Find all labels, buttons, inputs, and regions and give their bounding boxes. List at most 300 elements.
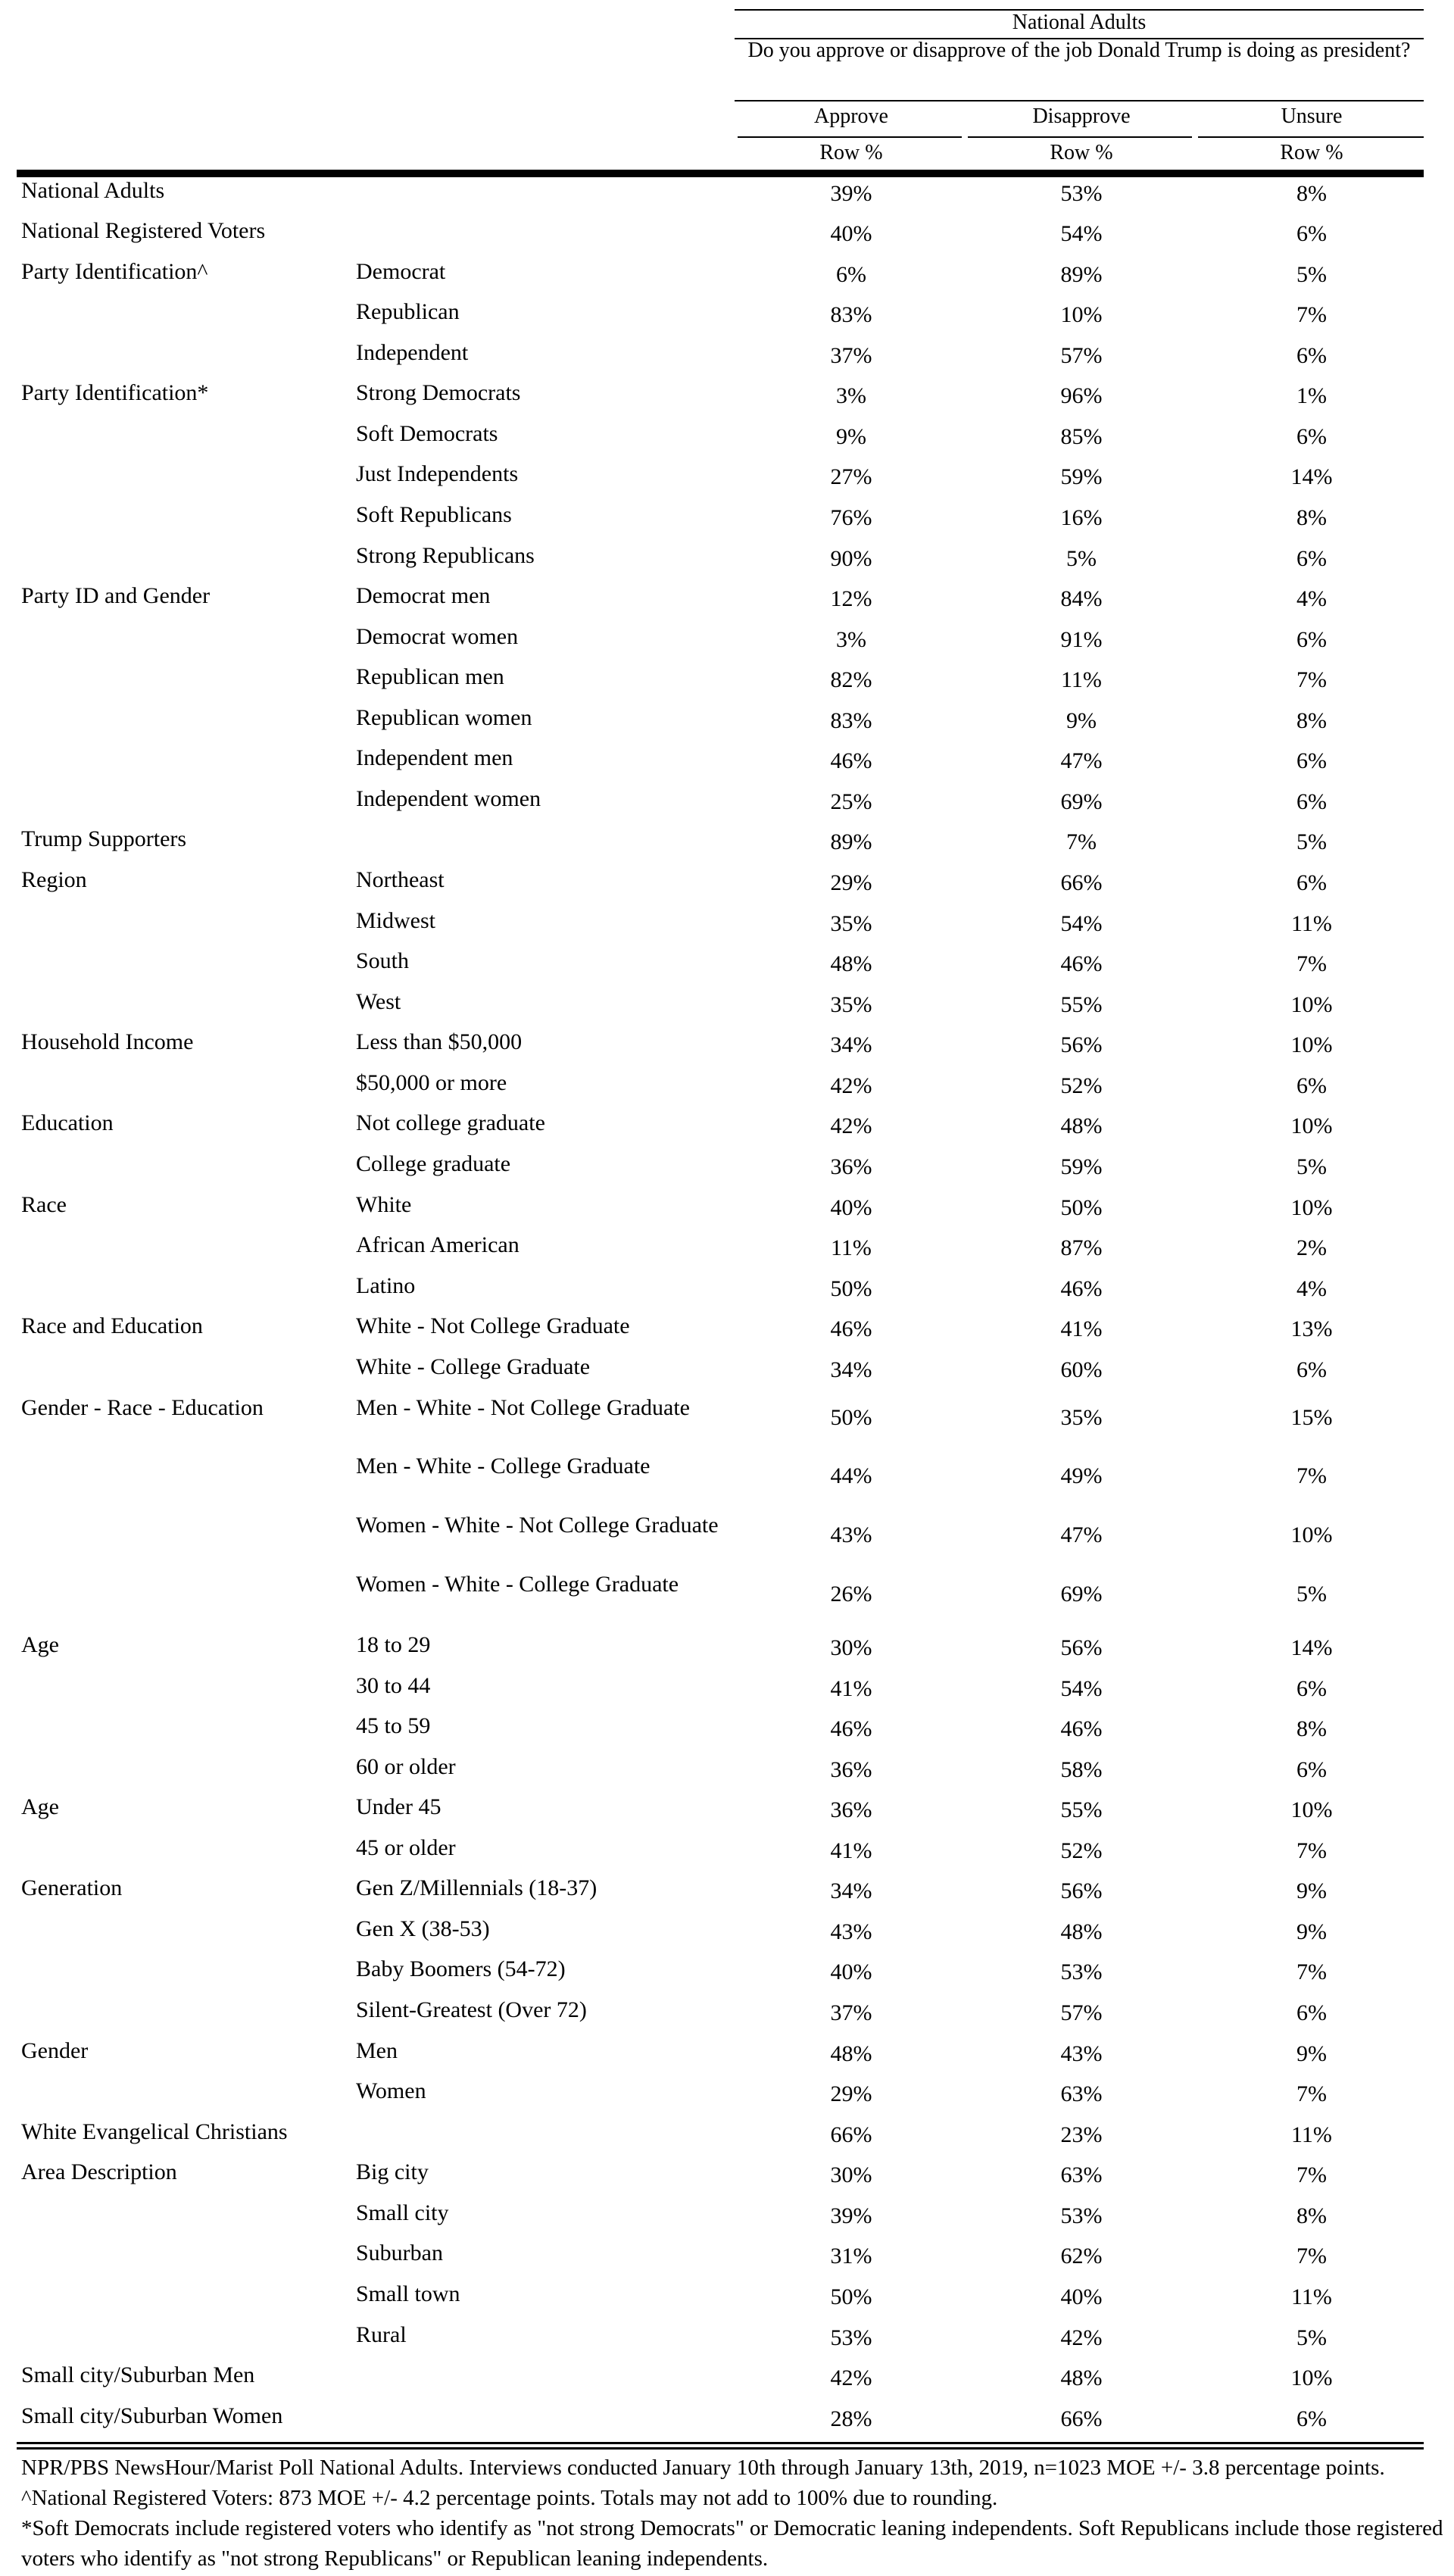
table-row [0,946,1454,986]
row-subgroup-label: Silent-Greatest (Over 72) [356,1997,587,2022]
row-category-label: Gender - Race - Education [21,1395,264,1420]
cell-approve: 48% [830,2041,872,2066]
table-row [0,2360,1454,2400]
cell-unsure: 7% [1296,2243,1327,2268]
row-subgroup-label: 30 to 44 [356,1673,431,1698]
row-subgroup-label: Men [356,2038,398,2063]
footnote-methodology: NPR/PBS NewsHour/Marist Poll National Adults. Interviews conducted January 10th through January 13th, 2019, n=1023 MOE +/- 3.8 percentage points. [21,2456,1385,2480]
row-subgroup-label: Baby Boomers (54-72) [356,1956,566,1981]
cell-unsure: 6% [1296,2406,1327,2431]
row-subgroup-label: Independent women [356,786,541,811]
row-category-label: Age [21,1632,59,1657]
cell-unsure: 5% [1296,1582,1327,1606]
row-subgroup-label: White - College Graduate [356,1354,591,1379]
cell-unsure: 10% [1290,1522,1333,1547]
cell-approve: 3% [836,383,866,408]
cell-unsure: 6% [1296,870,1327,895]
table-row [0,176,1454,216]
cell-unsure: 6% [1296,1073,1327,1098]
row-subgroup-label: South [356,948,410,973]
cell-unsure: 13% [1290,1316,1333,1341]
table-row [0,987,1454,1027]
cell-approve: 29% [830,870,872,895]
table-row [0,865,1454,905]
cell-disapprove: 11% [1061,667,1102,692]
cell-disapprove: 66% [1060,870,1103,895]
cell-approve: 30% [830,2162,872,2187]
column-header-disapprove: Disapprove [1032,105,1131,128]
cell-unsure: 11% [1291,911,1332,936]
row-subgroup-label: West [356,989,401,1014]
row-category-label: Age [21,1794,59,1819]
cell-disapprove: 55% [1060,992,1103,1017]
cell-disapprove: 16% [1060,505,1103,530]
row-category-label: National Registered Voters [21,218,266,243]
row-subgroup-label: Democrat [356,259,446,284]
bottom-rule-2 [17,2447,1424,2450]
cell-unsure: 6% [1296,343,1327,368]
cell-unsure: 9% [1296,2041,1327,2066]
cell-unsure: 2% [1296,1235,1327,1260]
cell-disapprove: 91% [1060,627,1103,652]
cell-unsure: 6% [1296,1757,1327,1782]
table-row [0,541,1454,581]
cell-disapprove: 85% [1060,424,1103,449]
cell-disapprove: 42% [1060,2325,1103,2350]
cell-approve: 35% [830,911,872,936]
cell-unsure: 11% [1291,2284,1332,2309]
cell-disapprove: 9% [1066,708,1097,733]
cell-approve: 50% [830,1405,872,1430]
cell-unsure: 10% [1290,992,1333,1017]
row-subgroup-label: 18 to 29 [356,1632,431,1657]
bottom-rule-1 [17,2442,1424,2444]
table-row [0,1027,1454,1067]
row-subgroup-label: Latino [356,1273,416,1298]
cell-approve: 66% [830,2122,872,2147]
cell-approve: 11% [831,1235,872,1260]
table-row [0,2238,1454,2278]
row-subgroup-label: White - Not College Graduate [356,1313,630,1338]
row-subgroup-label: Soft Democrats [356,421,498,446]
table-row [0,1068,1454,1108]
cell-disapprove: 40% [1060,2284,1103,2309]
table-row [0,743,1454,783]
cell-approve: 40% [830,1195,872,1220]
cell-disapprove: 55% [1060,1797,1103,1822]
cell-disapprove: 7% [1066,829,1097,854]
cell-disapprove: 52% [1060,1073,1103,1098]
row-subgroup-label: Democrat women [356,624,519,649]
cell-unsure: 6% [1296,1357,1327,1382]
row-subgroup-label: Northeast [356,867,445,892]
cell-disapprove: 56% [1060,1032,1103,1057]
row-subgroup-label: Small town [356,2281,460,2306]
table-row [0,1352,1454,1392]
unit-header-disapprove: Row % [1050,141,1113,164]
table-row [0,1271,1454,1311]
cell-approve: 28% [830,2406,872,2431]
cell-unsure: 8% [1296,505,1327,530]
row-category-label: Gender [21,2038,89,2063]
row-subgroup-label: 45 or older [356,1835,456,1860]
cell-approve: 34% [830,1032,872,1057]
row-subgroup-label: 45 to 59 [356,1713,431,1738]
cell-disapprove: 50% [1060,1195,1103,1220]
row-subgroup-label: Men - White - College Graduate [356,1453,651,1478]
row-subgroup-label: Midwest [356,908,435,933]
table-row [0,784,1454,824]
cell-approve: 46% [830,748,872,773]
cell-approve: 9% [836,424,866,449]
row-subgroup-label: Men - White - Not College Graduate [356,1395,690,1420]
cell-disapprove: 57% [1060,2000,1103,2025]
cell-unsure: 7% [1296,951,1327,976]
row-subgroup-label: College graduate [356,1151,511,1176]
table-row [0,2157,1454,2197]
cell-approve: 26% [830,1582,872,1606]
table-row [0,1792,1454,1832]
table-row [0,216,1454,256]
row-subgroup-label: Strong Democrats [356,380,521,405]
table-row [0,459,1454,499]
cell-disapprove: 10% [1060,302,1103,327]
cell-unsure: 8% [1296,2203,1327,2228]
cell-approve: 42% [830,2365,872,2390]
cell-unsure: 7% [1296,1463,1327,1488]
cell-disapprove: 53% [1060,2203,1103,2228]
cell-approve: 48% [830,951,872,976]
cell-unsure: 14% [1290,1635,1333,1660]
population-header: National Adults [1012,11,1147,34]
cell-approve: 39% [830,2203,872,2228]
cell-unsure: 7% [1296,1838,1327,1863]
cell-unsure: 10% [1290,1113,1333,1138]
cell-unsure: 6% [1296,221,1327,246]
cell-unsure: 8% [1296,708,1327,733]
row-category-label: Household Income [21,1029,194,1054]
cell-unsure: 14% [1290,464,1333,489]
table-row [0,297,1454,337]
cell-unsure: 10% [1290,1032,1333,1057]
row-subgroup-label: Less than $50,000 [356,1029,523,1054]
cell-disapprove: 53% [1060,1959,1103,1984]
row-category-label: Education [21,1110,114,1135]
cell-unsure: 7% [1296,2162,1327,2187]
cell-unsure: 8% [1296,181,1327,206]
row-subgroup-label: Not college graduate [356,1110,545,1135]
cell-disapprove: 58% [1060,1757,1103,1782]
row-subgroup-label: African American [356,1232,520,1257]
row-subgroup-label: Republican men [356,664,504,689]
unit-header-unsure: Row % [1280,141,1343,164]
row-subgroup-label: Strong Republicans [356,543,535,568]
cell-approve: 44% [830,1463,872,1488]
table-row [0,1451,1454,1509]
column-rule-disapprove [968,136,1192,138]
cell-disapprove: 35% [1060,1405,1103,1430]
unit-header-approve: Row % [819,141,883,164]
cell-unsure: 10% [1290,2365,1333,2390]
cell-unsure: 7% [1296,667,1327,692]
table-row [0,2036,1454,2076]
cell-disapprove: 69% [1060,789,1103,814]
cell-unsure: 7% [1296,302,1327,327]
table-row [0,1569,1454,1627]
cell-unsure: 6% [1296,424,1327,449]
row-subgroup-label: Republican women [356,705,532,730]
row-category-label: Party Identification^ [21,259,208,284]
cell-approve: 90% [830,546,872,571]
row-subgroup-label: 60 or older [356,1754,456,1779]
cell-disapprove: 57% [1060,343,1103,368]
row-subgroup-label: Soft Republicans [356,502,512,527]
row-subgroup-label: Women - White - Not College Graduate [356,1513,719,1538]
cell-unsure: 9% [1296,1878,1327,1903]
cell-disapprove: 48% [1060,2365,1103,2390]
cell-unsure: 6% [1296,2000,1327,2025]
column-header-approve: Approve [814,105,888,128]
cell-approve: 46% [830,1716,872,1741]
cell-disapprove: 54% [1060,221,1103,246]
cell-approve: 12% [830,586,872,611]
row-subgroup-label: Under 45 [356,1794,442,1819]
cell-disapprove: 89% [1060,262,1103,287]
cell-unsure: 6% [1296,1676,1327,1701]
cell-unsure: 7% [1296,1959,1327,1984]
cell-unsure: 11% [1291,2122,1332,2147]
cell-disapprove: 41% [1060,1316,1103,1341]
table-row [0,1873,1454,1913]
row-category-label: Small city/Suburban Men [21,2362,255,2387]
footnote-registered-voters: ^National Registered Voters: 873 MOE +/- 4.2 percentage points. Totals may not add to 100% due to rounding. [21,2486,998,2510]
cell-approve: 39% [830,181,872,206]
cell-disapprove: 87% [1060,1235,1103,1260]
cell-approve: 50% [830,2284,872,2309]
cell-disapprove: 48% [1060,1113,1103,1138]
table-row [0,1954,1454,1994]
cell-unsure: 8% [1296,1716,1327,1741]
cell-approve: 27% [830,464,872,489]
row-subgroup-label: Small city [356,2200,449,2225]
row-subgroup-label: Democrat men [356,583,491,608]
cell-approve: 31% [830,2243,872,2268]
cell-unsure: 10% [1290,1797,1333,1822]
row-subgroup-label: Independent men [356,745,513,770]
cell-unsure: 6% [1296,546,1327,571]
cell-unsure: 10% [1290,1195,1333,1220]
cell-disapprove: 48% [1060,1919,1103,1944]
row-category-label: Party Identification* [21,380,209,405]
row-subgroup-label: White [356,1192,412,1217]
cell-approve: 34% [830,1878,872,1903]
cell-approve: 50% [830,1276,872,1301]
cell-unsure: 5% [1296,262,1327,287]
cell-approve: 40% [830,1959,872,1984]
table-row [0,1393,1454,1450]
cell-approve: 89% [830,829,872,854]
table-row [0,1752,1454,1792]
table-row [0,703,1454,743]
cell-unsure: 6% [1296,789,1327,814]
table-row [0,1311,1454,1351]
cell-approve: 30% [830,1635,872,1660]
cell-approve: 6% [836,262,866,287]
row-category-label: Generation [21,1875,123,1900]
cell-disapprove: 54% [1060,1676,1103,1701]
row-subgroup-label: Rural [356,2322,407,2347]
row-subgroup-label: Gen X (38-53) [356,1916,490,1941]
cell-disapprove: 54% [1060,911,1103,936]
table-row [0,1914,1454,1954]
table-row [0,2279,1454,2319]
table-row [0,662,1454,702]
cell-unsure: 1% [1296,383,1327,408]
row-subgroup-label: Independent [356,340,469,365]
cell-approve: 42% [830,1073,872,1098]
cell-disapprove: 60% [1060,1357,1103,1382]
cell-disapprove: 66% [1060,2406,1103,2431]
cell-disapprove: 69% [1060,1582,1103,1606]
cell-disapprove: 46% [1060,1276,1103,1301]
table-row [0,622,1454,662]
cell-approve: 36% [830,1154,872,1179]
cell-approve: 35% [830,992,872,1017]
cell-approve: 43% [830,1919,872,1944]
cell-approve: 83% [830,708,872,733]
cell-disapprove: 59% [1060,1154,1103,1179]
cell-approve: 42% [830,1113,872,1138]
row-category-label: Race and Education [21,1313,203,1338]
row-subgroup-label: Gen Z/Millennials (18-37) [356,1875,598,1900]
table-row [0,257,1454,297]
footnote-soft-partisans: *Soft Democrats include registered voters who identify as "not strong Democrats" or Democratic leaning independents. Soft Republicans include those registered voters who identify as "not strong Republicans" or Republican leaning independents. [21,2516,1443,2571]
cell-approve: 37% [830,2000,872,2025]
row-category-label: Trump Supporters [21,826,187,851]
table-row [0,1510,1454,1568]
cell-disapprove: 59% [1060,464,1103,489]
table-row [0,2198,1454,2238]
table-row [0,1711,1454,1751]
cell-disapprove: 84% [1060,586,1103,611]
cell-disapprove: 5% [1066,546,1097,571]
table-row [0,378,1454,418]
row-subgroup-label: Big city [356,2159,429,2184]
cell-disapprove: 52% [1060,1838,1103,1863]
row-subgroup-label: Just Independents [356,461,519,486]
cell-disapprove: 56% [1060,1635,1103,1660]
cell-approve: 36% [830,1757,872,1782]
cell-approve: 3% [836,627,866,652]
table-row [0,581,1454,621]
cell-unsure: 5% [1296,829,1327,854]
question-header: Do you approve or disapprove of the job Donald Trump is doing as president? [747,39,1411,62]
cell-disapprove: 96% [1060,383,1103,408]
cell-approve: 41% [830,1838,872,1863]
row-subgroup-label: Republican [356,299,460,324]
cell-approve: 53% [830,2325,872,2350]
row-subgroup-label: Women - White - College Graduate [356,1572,679,1597]
cell-unsure: 7% [1296,2081,1327,2106]
row-category-label: National Adults [21,178,165,203]
cell-unsure: 5% [1296,2325,1327,2350]
row-category-label: Race [21,1192,67,1217]
cell-disapprove: 62% [1060,2243,1103,2268]
row-category-label: Region [21,867,87,892]
cell-approve: 43% [830,1522,872,1547]
table-row [0,1995,1454,2035]
column-header-unsure: Unsure [1281,105,1343,128]
cell-approve: 46% [830,1316,872,1341]
cell-disapprove: 43% [1060,2041,1103,2066]
table-row [0,2320,1454,2360]
cell-disapprove: 23% [1060,2122,1103,2147]
row-category-label: Party ID and Gender [21,583,211,608]
table-row [0,500,1454,540]
cell-disapprove: 53% [1060,181,1103,206]
row-subgroup-label: Women [356,2078,426,2103]
table-row [0,1833,1454,1873]
cell-approve: 37% [830,343,872,368]
table-row [0,419,1454,459]
table-row [0,1149,1454,1189]
table-row [0,2401,1454,2441]
footnotes [21,2453,1445,2574]
row-subgroup-label: $50,000 or more [356,1070,507,1095]
cell-unsure: 6% [1296,627,1327,652]
cell-disapprove: 47% [1060,1522,1103,1547]
cell-disapprove: 47% [1060,748,1103,773]
row-category-label: Small city/Suburban Women [21,2403,283,2428]
cell-approve: 40% [830,221,872,246]
table-row [0,906,1454,946]
table-row [0,2076,1454,2116]
cell-disapprove: 56% [1060,1878,1103,1903]
question-rule [735,100,1424,101]
cell-disapprove: 46% [1060,951,1103,976]
cell-approve: 83% [830,302,872,327]
table-row [0,824,1454,864]
cell-approve: 82% [830,667,872,692]
table-row [0,1671,1454,1711]
cell-approve: 36% [830,1797,872,1822]
cell-unsure: 9% [1296,1919,1327,1944]
table-row [0,1630,1454,1670]
cell-unsure: 4% [1296,1276,1327,1301]
cell-unsure: 4% [1296,586,1327,611]
table-row [0,1108,1454,1148]
cell-approve: 34% [830,1357,872,1382]
cell-unsure: 6% [1296,748,1327,773]
row-category-label: White Evangelical Christians [21,2119,288,2144]
table-row [0,2117,1454,2157]
cell-unsure: 15% [1290,1405,1333,1430]
table-row [0,1190,1454,1230]
cell-approve: 41% [830,1676,872,1701]
table-row [0,338,1454,378]
cell-disapprove: 63% [1060,2162,1103,2187]
column-rule-approve [738,136,962,138]
cell-approve: 76% [830,505,872,530]
cell-disapprove: 46% [1060,1716,1103,1741]
table-row [0,1230,1454,1270]
cell-approve: 29% [830,2081,872,2106]
row-category-label: Area Description [21,2159,177,2184]
cell-approve: 25% [830,789,872,814]
cell-disapprove: 49% [1060,1463,1103,1488]
row-subgroup-label: Suburban [356,2240,443,2265]
cell-unsure: 5% [1296,1154,1327,1179]
